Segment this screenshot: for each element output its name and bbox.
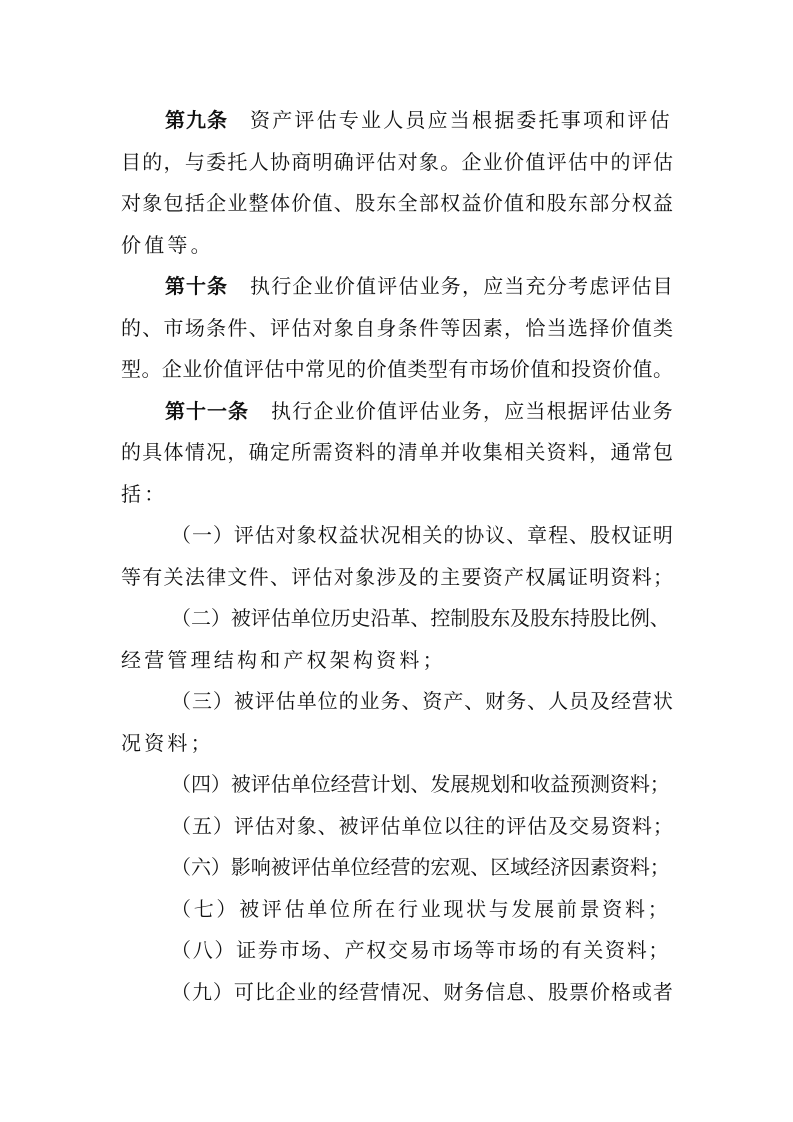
item-6: （六）影响被评估单位经营的宏观、区域经济因素资料；	[171, 855, 670, 879]
article-10-line-2: 的、市场条件、评估对象自身条件等因素，恰当选择价值类	[121, 315, 673, 340]
article-9-line-4: 价值等。	[121, 232, 214, 257]
item-4: （四）被评估单位经营计划、发展规划和收益预测资料；	[171, 772, 670, 796]
article-10-line-3: 型。企业价值评估中常见的价值类型有市场价值和投资价值。	[121, 357, 673, 381]
article-11-line-2: 的具体情况，确定所需资料的清单并收集相关资料，通常包	[121, 440, 673, 464]
article-9-line-3: 对象包括企业整体价值、股东全部权益价值和股东部分权益	[121, 191, 673, 215]
article-10-heading: 第十条	[165, 274, 228, 298]
item-7: （七）被评估单位所在行业现状与发展前景资料；	[171, 896, 671, 921]
article-11-text-1: 执行企业价值评估业务，应当根据评估业务	[271, 398, 674, 423]
item-2-line-2: 经营管理结构和产权架构资料；	[121, 647, 446, 672]
item-2-line-1: （二）被评估单位历史沿革、控制股东及股东持股比例、	[171, 606, 670, 630]
item-3-line-1: （三）被评估单位的业务、资产、财务、人员及经营状	[171, 689, 674, 713]
item-1-line-1: （一）评估对象权益状况相关的协议、章程、股权证明	[171, 523, 674, 547]
item-3-line-2: 况资料；	[121, 730, 214, 755]
article-10-line-1	[121, 266, 673, 308]
article-11-line-3: 括：	[121, 481, 168, 506]
item-9: （九）可比企业的经营情况、财务信息、股票价格或者	[171, 979, 674, 1004]
article-11-heading: 第十一条	[165, 398, 249, 423]
item-5: （五）评估对象、被评估单位以往的评估及交易资料；	[171, 813, 674, 838]
article-10-text-1: 执行企业价值评估业务，应当充分考虑评估目	[250, 274, 674, 298]
document-body	[121, 100, 673, 1013]
article-9-text-1: 资产评估专业人员应当根据委托事项和评估	[250, 108, 672, 132]
article-9-line-2: 目的，与委托人协商明确评估对象。企业价值评估中的评估	[121, 149, 673, 174]
article-9-heading: 第九条	[165, 108, 228, 132]
item-1-line-2: 等有关法律文件、评估对象涉及的主要资产权属证明资料；	[121, 564, 673, 589]
article-9-line-1	[121, 100, 673, 142]
article-11-line-1	[121, 391, 673, 433]
item-8: （八）证券市场、产权交易市场等市场的有关资料；	[171, 938, 671, 962]
